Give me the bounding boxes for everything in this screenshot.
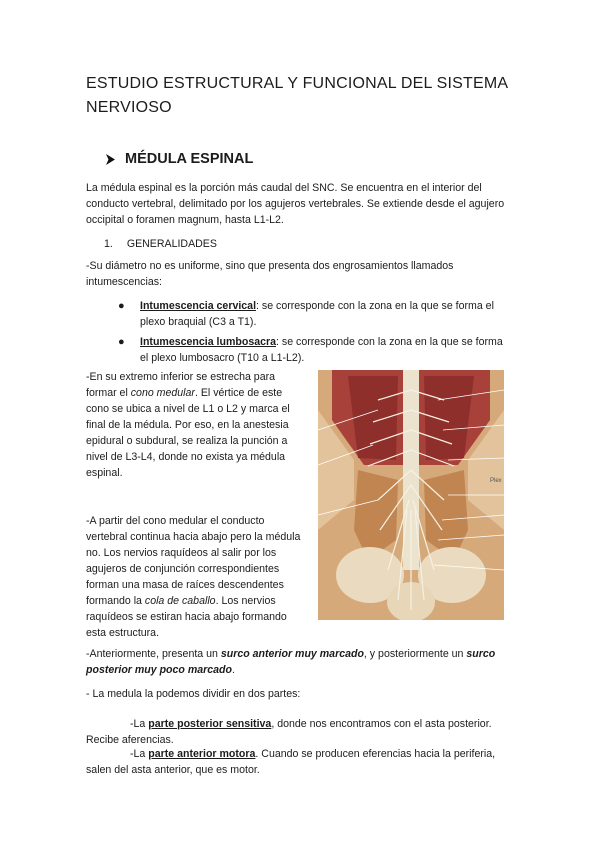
emphasis-cono-medular: cono medular [130, 387, 195, 399]
generalidades-heading [104, 236, 217, 252]
text-run: . El vértice de este cono se ubica a nivel de L1 o L2 y marca el final de la médula. Por eso, en la anestesia epidural o subdural, se realiza la punción a nivel de L3-L4, donde no exista ya médula espinal. [86, 387, 290, 479]
list-item [118, 334, 513, 366]
anatomy-illustration [318, 370, 504, 620]
generalidades-number: 1. [104, 238, 113, 250]
term-parte-posterior: parte posterior sensitiva [148, 718, 272, 730]
term-intumescencia-lumbosacra: Intumescencia lumbosacra [140, 336, 277, 348]
text-run: -Anteriormente, presenta un [86, 648, 221, 660]
text-run: -En su extremo inferior se estrecha para formar el [86, 371, 276, 399]
section-heading [104, 151, 253, 167]
list-item-text [140, 334, 513, 366]
extremo-inferior-paragraph [86, 369, 302, 481]
cono-medular-paragraph [86, 513, 302, 641]
intumescencias-list [118, 298, 513, 370]
text-run: , y posteriormente un [363, 648, 467, 660]
arrow-right-icon [104, 153, 117, 166]
partes-intro-paragraph: - La medula la podemos dividir en dos partes: [86, 688, 301, 700]
text-run: -La [130, 748, 149, 760]
text-run: . Cuando se producen eferencias hacia la periferia, salen del asta anterior, que es motor. [86, 748, 496, 776]
term-intumescencia-cervical: Intumescencia cervical [140, 300, 257, 312]
text-run: -La [130, 718, 149, 730]
text-run: -A partir del cono medular el conducto vertebral continua hacia abajo pero la médula no. Los nervios raquídeos al salir por los agujeros de conjunción correspondientes forman una masa de raíces descendentes formando la [86, 515, 301, 607]
emphasis-surco-anterior: surco anterior muy marcado [220, 648, 364, 660]
bullet-description: : se corresponde con la zona en la que se forma el plexo lumbosacro (T10 a L1-L2). [140, 336, 503, 364]
text-run: . [232, 664, 235, 676]
parte-anterior-paragraph [86, 746, 516, 778]
spinal-cord-figure [318, 370, 504, 620]
term-parte-anterior: parte anterior motora [148, 748, 256, 760]
diametro-paragraph: -Su diámetro no es uniforme, sino que presenta dos engrosamientos llamados intumescencias: [86, 260, 454, 288]
figure-label: Plex [490, 478, 502, 484]
text-run: , donde nos encontramos con el asta posterior. Recibe aferencias. [86, 718, 492, 746]
bullet-dot-icon: ● [118, 300, 125, 312]
list-item-text [140, 298, 513, 330]
text-run: . Los nervios raquídeos se estiran hacia abajo formando esta estructura. [86, 595, 287, 639]
intro-paragraph: La médula espinal es la porción más caudal del SNC. Se encuentra en el interior del conducto vertebral, delimitado por los agujeros vertebrales. Se extiende desde el agujero occipital o foramen magnum, hasta L1-L2. [86, 182, 505, 226]
emphasis-cola-de-caballo: cola de caballo [144, 595, 216, 607]
bullet-description: : se corresponde con la zona en la que se forma el plexo braquial (C3 a T1). [140, 300, 494, 328]
section-heading-text: MÉDULA ESPINAL [125, 151, 254, 167]
generalidades-label: GENERALIDADES [126, 238, 217, 250]
document-title: ESTUDIO ESTRUCTURAL Y FUNCIONAL DEL SISTEMA NERVIOSO [86, 75, 508, 116]
surcos-paragraph [86, 646, 516, 678]
parte-posterior-paragraph [86, 716, 516, 748]
emphasis-surco-posterior: surco posterior muy poco marcado [86, 648, 496, 676]
list-item [118, 298, 513, 330]
bullet-dot-icon: ● [118, 336, 125, 348]
